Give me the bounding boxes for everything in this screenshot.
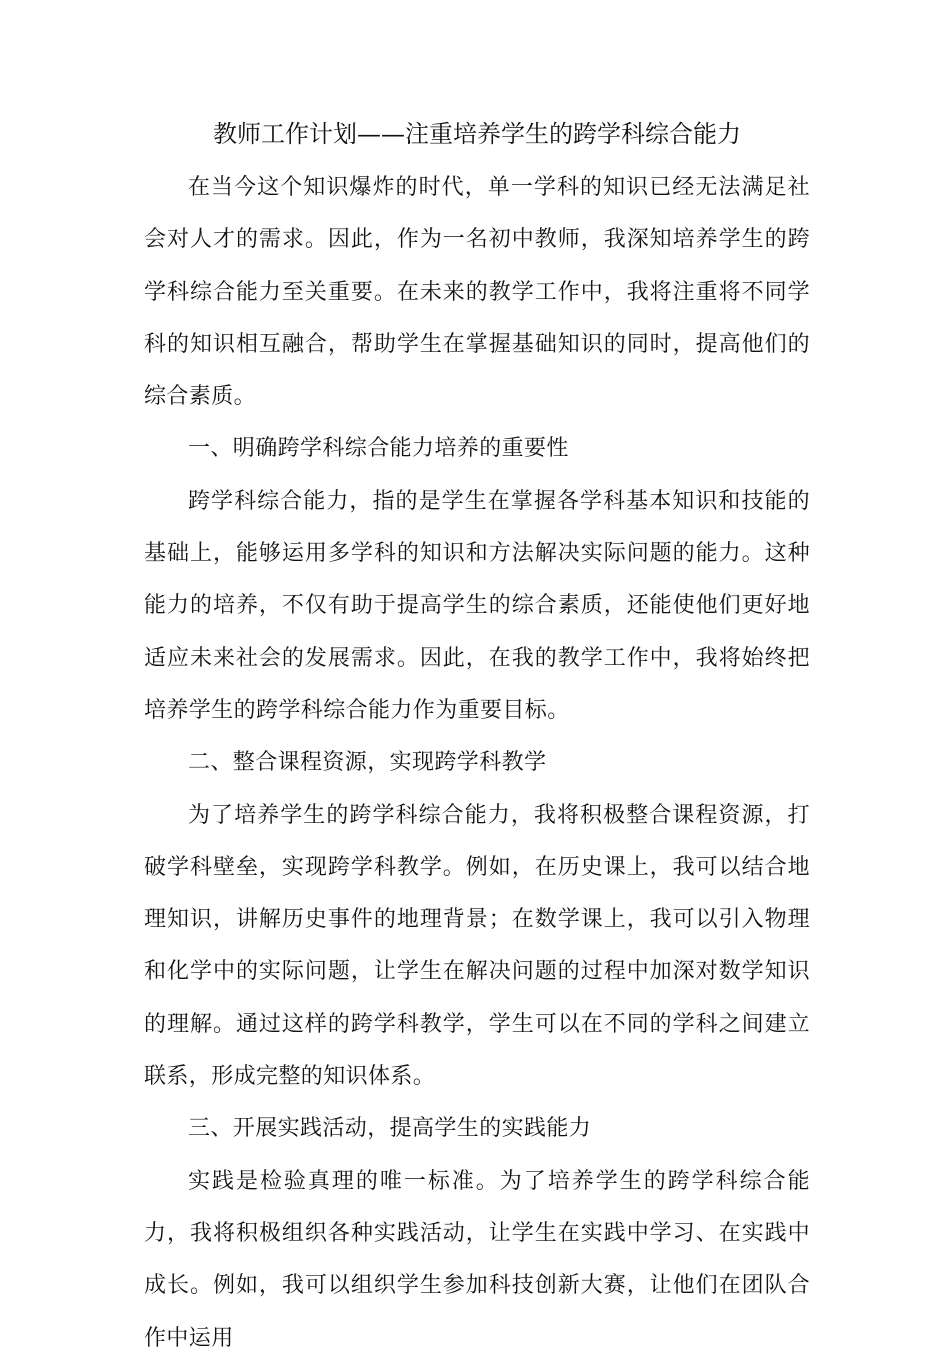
section-1-paragraph: 跨学科综合能力，指的是学生在掌握各学科基本知识和技能的基础上，能够运用多学科的知识和方法解决实际问题的能力。这种能力的培养，不仅有助于提高学生的综合素质，还能使他们更好地适应未来社会的发展需求。因此，在我的教学工作中，我将始终把培养学生的跨学科综合能力作为重要目标。	[144, 488, 810, 723]
section-2-heading: 二、整合课程资源，实现跨学科教学	[188, 750, 547, 776]
section-2-paragraph: 为了培养学生的跨学科综合能力，我将积极整合课程资源，打破学科壁垒，实现跨学科教学。例如，在历史课上，我可以结合地理知识，讲解历史事件的地理背景；在数学课上，我可以引入物理和化学中的实际问题，让学生在解决问题的过程中加深对数学知识的理解。通过这样的跨学科教学，学生可以在不同的学科之间建立联系，形成完整的知识体系。	[144, 802, 810, 1090]
section-3-paragraph: 实践是检验真理的唯一标准。为了培养学生的跨学科综合能力，我将积极组织各种实践活动，让学生在实践中学习、在实践中成长。例如，我可以组织学生参加科技创新大赛，让他们在团队合作中运用	[144, 1168, 810, 1351]
document-page	[144, 112, 810, 1365]
section-3-heading: 三、开展实践活动，提高学生的实践能力	[188, 1116, 592, 1142]
document-title: 教师工作计划——注重培养学生的跨学科综合能力	[213, 120, 741, 148]
intro-paragraph: 在当今这个知识爆炸的时代，单一学科的知识已经无法满足社会对人才的需求。因此，作为一名初中教师，我深知培养学生的跨学科综合能力至关重要。在未来的教学工作中，我将注重将不同学科的知识相互融合，帮助学生在掌握基础知识的同时，提高他们的综合素质。	[144, 175, 810, 410]
section-1-heading: 一、明确跨学科综合能力培养的重要性	[188, 436, 569, 462]
